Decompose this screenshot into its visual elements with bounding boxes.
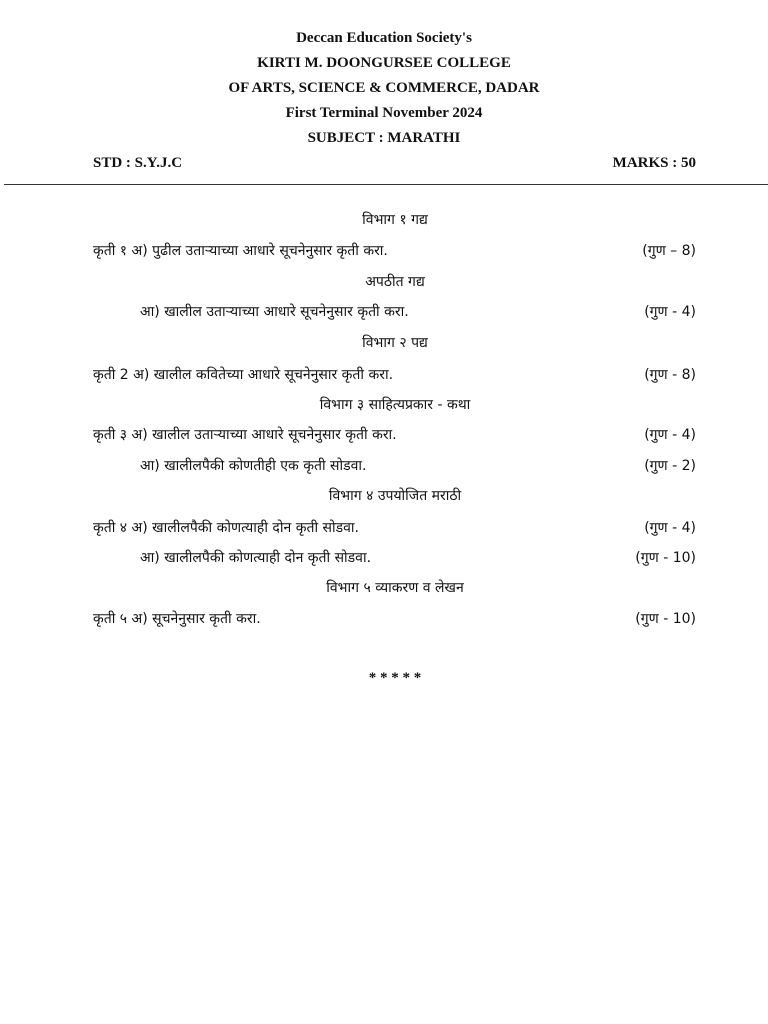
section-heading: विभाग ५ व्याकरण व लेखन xyxy=(326,580,464,596)
question-line xyxy=(93,518,359,537)
question-marks: (गुण - 2) xyxy=(644,458,696,474)
end-of-paper-stars: * * * * * xyxy=(368,670,422,686)
question-line xyxy=(140,302,409,321)
question-marks: (गुण - 10) xyxy=(635,611,696,627)
exam-title: First Terminal November 2024 xyxy=(285,105,483,121)
question-marks: (गुण – 8) xyxy=(642,243,696,259)
question-line xyxy=(93,609,261,628)
college-faculty: OF ARTS, SCIENCE & COMMERCE, DADAR xyxy=(228,80,540,96)
header-divider xyxy=(4,184,768,185)
std-label: STD : S.Y.J.C xyxy=(93,155,183,171)
question-marks: (गुण - 4) xyxy=(644,304,696,320)
question-text: कृती 2 अ) खालील कवितेच्या आधारे सूचनेनुसार कृती करा. xyxy=(93,367,394,383)
question-line xyxy=(93,425,397,444)
college-name: KIRTI M. DOONGURSEE COLLEGE xyxy=(257,55,511,71)
question-text: कृती ३ अ) खालील उताऱ्याच्या आधारे सूचनेनुसार कृती करा. xyxy=(93,427,397,443)
question-text: कृती ५ अ) सूचनेनुसार कृती करा. xyxy=(93,611,261,627)
section-heading: विभाग ३ साहित्यप्रकार - कथा xyxy=(319,397,471,413)
question-text: आ) खालील उताऱ्याच्या आधारे सूचनेनुसार कृती करा. xyxy=(140,304,409,320)
section-heading: विभाग १ गद्य xyxy=(362,212,428,228)
society-name: Deccan Education Society's xyxy=(296,30,472,46)
question-text: कृती १ अ) पुढील उताऱ्याच्या आधारे सूचनेनुसार कृती करा. xyxy=(93,243,388,259)
question-line xyxy=(140,548,371,567)
question-text: आ) खालीलपैकी कोणत्याही दोन कृती सोडवा. xyxy=(140,550,372,566)
question-text: कृती ४ अ) खालीलपैकी कोणत्याही दोन कृती सोडवा. xyxy=(93,520,359,536)
question-line xyxy=(93,365,393,384)
section-heading: विभाग २ पद्य xyxy=(362,335,428,351)
question-line xyxy=(140,456,367,475)
question-marks: (गुण - 4) xyxy=(644,520,696,536)
question-marks: (गुण - 10) xyxy=(635,550,696,566)
section-heading: अपठीत गद्य xyxy=(365,274,425,290)
question-text: आ) खालीलपैकी कोणतीही एक कृती सोडवा. xyxy=(140,458,367,474)
total-marks: MARKS : 50 xyxy=(612,155,696,171)
question-marks: (गुण - 8) xyxy=(644,367,696,383)
subject-title: SUBJECT : MARATHI xyxy=(307,130,461,146)
question-line xyxy=(93,241,388,260)
section-heading: विभाग ४ उपयोजित मराठी xyxy=(328,488,462,504)
question-marks: (गुण - 4) xyxy=(644,427,696,443)
